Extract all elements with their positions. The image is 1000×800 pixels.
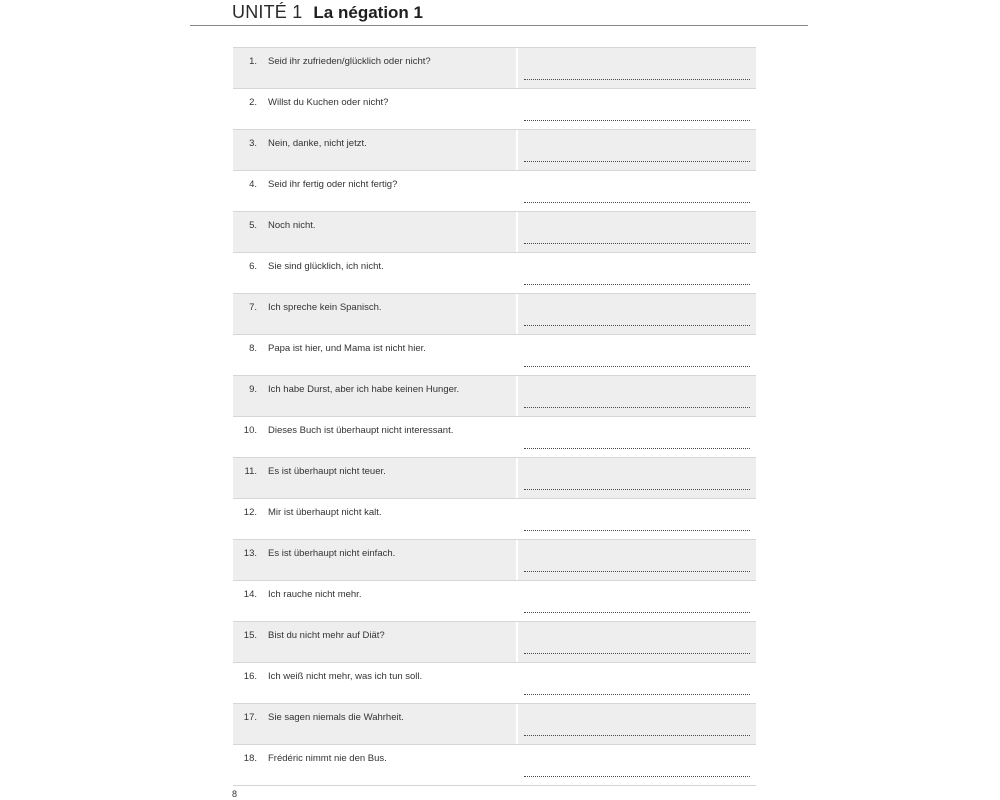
item-number: 17. (243, 712, 257, 723)
answer-cell[interactable] (518, 622, 756, 662)
answer-dotted-line[interactable] (524, 202, 750, 203)
item-sentence: Papa ist hier, und Mama ist nicht hier. (268, 343, 426, 354)
answer-dotted-line[interactable] (524, 79, 750, 80)
answer-cell[interactable] (518, 212, 756, 252)
page-header (232, 2, 423, 24)
item-sentence: Seid ihr fertig oder nicht fertig? (268, 179, 398, 190)
answer-dotted-line[interactable] (524, 243, 750, 244)
item-sentence: Mir ist überhaupt nicht kalt. (268, 507, 382, 518)
exercise-row (233, 376, 756, 417)
item-number: 5. (249, 220, 257, 231)
exercise-row (233, 335, 756, 376)
item-sentence: Ich weiß nicht mehr, was ich tun soll. (268, 671, 423, 682)
sentence-cell (233, 417, 516, 457)
item-number: 9. (249, 384, 257, 395)
answer-cell[interactable] (518, 663, 756, 703)
exercise-row (233, 417, 756, 458)
sentence-cell (233, 212, 516, 252)
sentence-cell (233, 663, 516, 703)
exercise-row (233, 540, 756, 581)
item-number: 14. (243, 589, 257, 600)
item-sentence: Ich habe Durst, aber ich habe keinen Hunger. (268, 384, 460, 395)
sentence-cell (233, 704, 516, 744)
answer-dotted-line[interactable] (524, 530, 750, 531)
item-number: 3. (249, 138, 257, 149)
item-number: 13. (243, 548, 257, 559)
answer-cell[interactable] (518, 540, 756, 580)
item-number: 15. (243, 630, 257, 641)
answer-cell[interactable] (518, 745, 756, 785)
exercise-row (233, 89, 756, 130)
item-number: 11. (244, 466, 257, 477)
sentence-cell (233, 499, 516, 539)
item-sentence: Dieses Buch ist überhaupt nicht interessant. (268, 425, 454, 436)
item-number: 18. (243, 753, 257, 764)
answer-dotted-line[interactable] (524, 325, 750, 326)
sentence-cell (233, 171, 516, 211)
exercise-row (233, 130, 756, 171)
item-sentence: Ich rauche nicht mehr. (268, 589, 362, 600)
exercise-row (233, 294, 756, 335)
item-number: 6. (249, 261, 257, 272)
answer-cell[interactable] (518, 253, 756, 293)
chapter-title: La négation 1 (313, 3, 423, 22)
item-sentence: Es ist überhaupt nicht einfach. (268, 548, 396, 559)
sentence-cell (233, 376, 516, 416)
answer-cell[interactable] (518, 458, 756, 498)
item-number: 7. (249, 302, 257, 313)
exercise-row (233, 622, 756, 663)
exercise-row (233, 745, 756, 786)
exercise-row (233, 581, 756, 622)
item-sentence: Noch nicht. (268, 220, 316, 231)
item-number: 16. (243, 671, 257, 682)
exercise-row (233, 171, 756, 212)
answer-cell[interactable] (518, 48, 756, 88)
item-number: 2. (249, 97, 257, 108)
item-sentence: Es ist überhaupt nicht teuer. (268, 466, 386, 477)
sentence-cell (233, 253, 516, 293)
answer-dotted-line[interactable] (524, 776, 750, 777)
answer-cell[interactable] (518, 171, 756, 211)
answer-dotted-line[interactable] (524, 366, 750, 367)
item-number: 4. (249, 179, 257, 190)
answer-cell[interactable] (518, 704, 756, 744)
item-sentence: Sie sind glücklich, ich nicht. (268, 261, 384, 272)
answer-dotted-line[interactable] (524, 694, 750, 695)
exercise-table (233, 47, 756, 786)
answer-dotted-line[interactable] (524, 448, 750, 449)
item-sentence: Bist du nicht mehr auf Diät? (268, 630, 385, 641)
exercise-row (233, 704, 756, 745)
item-sentence: Seid ihr zufrieden/glücklich oder nicht? (268, 56, 431, 67)
sentence-cell (233, 130, 516, 170)
answer-dotted-line[interactable] (524, 120, 750, 121)
sentence-cell (233, 294, 516, 334)
exercise-row (233, 253, 756, 294)
sentence-cell (233, 458, 516, 498)
sentence-cell (233, 48, 516, 88)
item-sentence: Willst du Kuchen oder nicht? (268, 97, 389, 108)
answer-dotted-line[interactable] (524, 161, 750, 162)
sentence-cell (233, 89, 516, 129)
item-number: 12. (243, 507, 257, 518)
page-number: 8 (232, 789, 238, 799)
exercise-row (233, 48, 756, 89)
answer-cell[interactable] (518, 89, 756, 129)
item-sentence: Ich spreche kein Spanisch. (268, 302, 382, 313)
exercise-row (233, 458, 756, 499)
answer-cell[interactable] (518, 581, 756, 621)
header-divider (190, 25, 808, 26)
unit-label: UNITÉ 1 (232, 2, 303, 22)
exercise-row (233, 212, 756, 253)
answer-dotted-line[interactable] (524, 612, 750, 613)
answer-dotted-line[interactable] (524, 653, 750, 654)
item-number: 8. (249, 343, 257, 354)
sentence-cell (233, 622, 516, 662)
answer-dotted-line[interactable] (524, 489, 750, 490)
answer-dotted-line[interactable] (524, 571, 750, 572)
answer-cell[interactable] (518, 499, 756, 539)
item-number: 10. (243, 425, 257, 436)
answer-cell[interactable] (518, 294, 756, 334)
answer-cell[interactable] (518, 417, 756, 457)
answer-cell[interactable] (518, 376, 756, 416)
sentence-cell (233, 335, 516, 375)
item-number: 1. (249, 56, 257, 67)
answer-cell[interactable] (518, 335, 756, 375)
sentence-cell (233, 540, 516, 580)
sentence-cell (233, 745, 516, 785)
answer-cell[interactable] (518, 130, 756, 170)
item-sentence: Sie sagen niemals die Wahrheit. (268, 712, 404, 723)
answer-dotted-line[interactable] (524, 407, 750, 408)
answer-dotted-line[interactable] (524, 284, 750, 285)
item-sentence: Nein, danke, nicht jetzt. (268, 138, 367, 149)
sentence-cell (233, 581, 516, 621)
item-sentence: Frédéric nimmt nie den Bus. (268, 753, 387, 764)
answer-dotted-line[interactable] (524, 735, 750, 736)
exercise-row (233, 663, 756, 704)
exercise-row (233, 499, 756, 540)
